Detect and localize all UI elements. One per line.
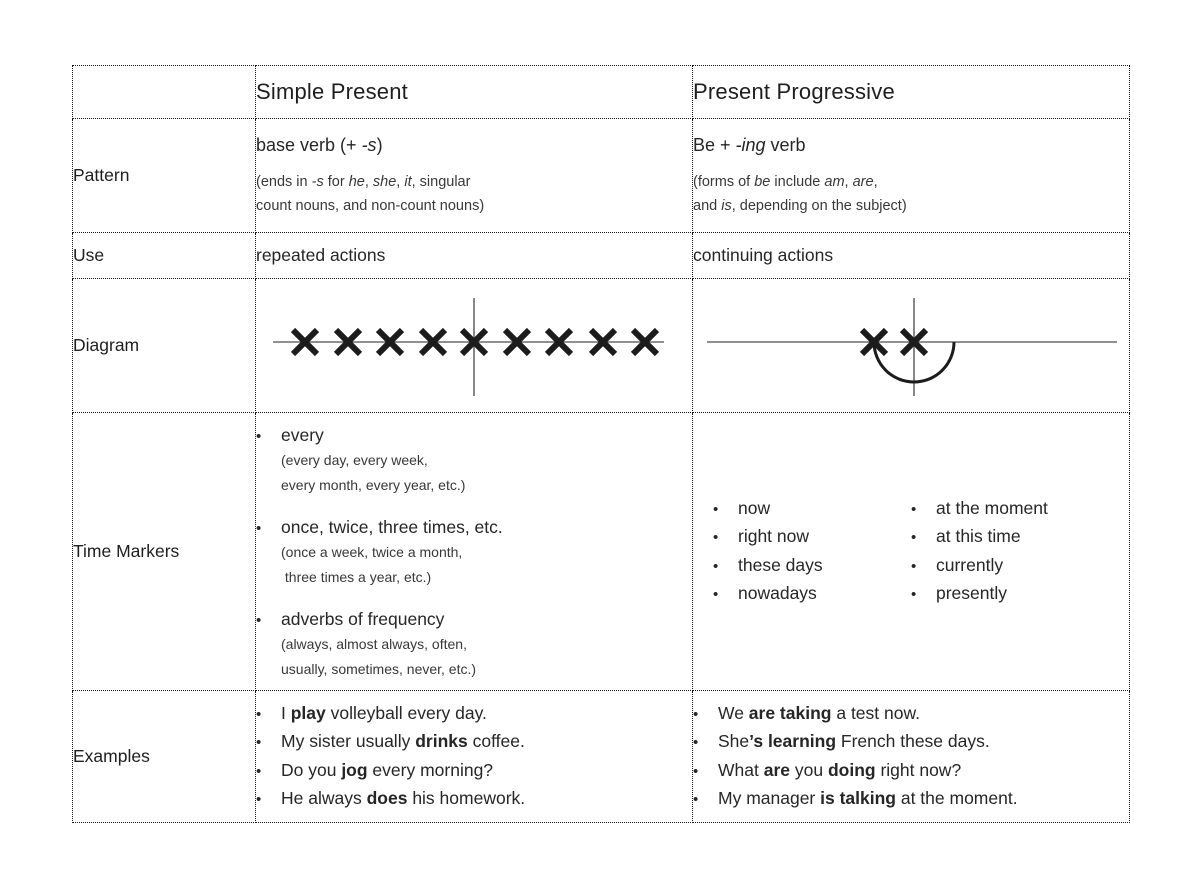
list-item (911, 495, 1109, 524)
bullet-dot: • (911, 586, 917, 603)
row-label-use: Use (73, 233, 256, 279)
column-header-present-progressive: Present Progressive (693, 66, 1130, 119)
time-marker: now (738, 497, 771, 518)
example-item (256, 757, 692, 786)
time-marker-note: (every day, every week, (281, 451, 428, 468)
bullet-dot: • (256, 519, 262, 537)
example-sentence: We are taking a test now. (718, 702, 921, 723)
example-sentence: He always does his homework. (281, 788, 526, 808)
time-marker: nowadays (738, 583, 817, 603)
time-marker-note: usually, sometimes, never, etc.) (281, 660, 477, 677)
bullet-dot: • (911, 529, 917, 546)
list-item (713, 580, 911, 609)
pattern-simple-note: (ends in -s for he, she, it, singular count nouns, and non-count nouns) (256, 174, 485, 214)
time-marker: right now (738, 526, 810, 546)
pattern-progressive-main: Be + -ing verb (693, 135, 806, 155)
diagram-simple-cell (256, 279, 693, 413)
example-sentence: What are you doing right now? (718, 759, 962, 780)
time-markers-row (73, 413, 1130, 691)
list-item (256, 422, 692, 448)
time-markers-column-1 (713, 495, 911, 609)
time-marker-main: once, twice, three times, etc. (281, 516, 503, 537)
bullet-dot: • (256, 611, 262, 629)
time-marker-note: every month, every year, etc.) (281, 476, 466, 493)
bullet-dot: • (256, 427, 262, 445)
diagram-row (73, 279, 1130, 413)
tense-comparison-table (72, 65, 1130, 823)
example-sentence: My sister usually drinks coffee. (281, 731, 525, 751)
time-marker-group (256, 606, 692, 682)
bullet-dot: • (256, 705, 262, 723)
use-progressive-cell: continuing actions (693, 233, 1130, 279)
time-marker-note: three times a year, etc.) (281, 568, 432, 585)
example-sentence: My manager is talking at the moment. (718, 788, 1018, 808)
bullet-dot: • (256, 734, 262, 751)
time-marker: these days (738, 554, 823, 575)
time-marker: presently (936, 583, 1008, 603)
example-item (693, 757, 1129, 786)
pattern-row (73, 119, 1130, 233)
time-marker: currently (936, 554, 1004, 575)
time-marker-main: adverbs of frequency (281, 608, 445, 629)
bullet-dot: • (713, 529, 719, 546)
time-markers-column-2 (911, 495, 1109, 609)
examples-row (73, 691, 1130, 823)
time-marker-group (256, 514, 692, 590)
example-item (693, 700, 1129, 729)
time-marker-main: every (281, 424, 324, 445)
diagram-progressive-cell (693, 279, 1130, 413)
use-row (73, 233, 1130, 279)
example-item (693, 728, 1129, 757)
bullet-dot: • (693, 734, 699, 751)
row-label-diagram: Diagram (73, 279, 256, 413)
time-markers-simple-cell (256, 413, 693, 691)
list-item (713, 552, 911, 581)
column-header-simple-present: Simple Present (256, 66, 693, 119)
list-item (713, 495, 911, 524)
time-marker: at the moment (936, 497, 1048, 518)
bullet-dot: • (911, 500, 917, 518)
bullet-dot: • (256, 762, 262, 780)
bullet-dot: • (911, 557, 917, 575)
example-sentence: I play volleyball every day. (281, 702, 487, 723)
row-label-time-markers: Time Markers (73, 413, 256, 691)
example-item (256, 700, 692, 729)
pattern-simple-main: base verb (+ -s) (256, 135, 383, 155)
example-item (256, 785, 692, 814)
list-item (911, 523, 1109, 552)
pattern-simple-cell (256, 119, 693, 233)
list-item (256, 606, 692, 632)
bullet-dot: • (713, 586, 719, 603)
time-marker: at this time (936, 526, 1021, 546)
list-item (911, 580, 1109, 609)
bullet-dot: • (713, 500, 719, 518)
example-sentence: She’s learning French these days. (718, 731, 990, 751)
bullet-dot: • (693, 791, 699, 808)
bullet-dot: • (256, 791, 262, 808)
bullet-dot: • (693, 762, 699, 780)
x-marks-group (293, 330, 657, 354)
time-markers-columns (693, 495, 1129, 609)
time-marker-group (256, 422, 692, 498)
header-row (73, 66, 1130, 119)
bullet-dot: • (713, 557, 719, 575)
bullet-dot: • (693, 705, 699, 723)
examples-progressive-cell (693, 691, 1130, 823)
row-label-examples: Examples (73, 691, 256, 823)
example-sentence: Do you jog every morning? (281, 759, 494, 780)
simple-present-timeline-diagram (256, 280, 691, 412)
list-item (713, 523, 911, 552)
list-item (256, 514, 692, 540)
pattern-progressive-cell (693, 119, 1130, 233)
corner-cell (73, 66, 256, 119)
use-simple-cell: repeated actions (256, 233, 693, 279)
pattern-progressive-note: (forms of be include am, are, and is, depending on the subject) (693, 174, 907, 214)
time-marker-note: (once a week, twice a month, (281, 543, 463, 560)
present-progressive-timeline-diagram (693, 280, 1128, 412)
example-item (693, 785, 1129, 814)
time-marker-note: (always, almost always, often, (281, 635, 467, 652)
examples-simple-cell (256, 691, 693, 823)
list-item (911, 552, 1109, 581)
time-markers-progressive-cell (693, 413, 1130, 691)
example-item (256, 728, 692, 757)
row-label-pattern: Pattern (73, 119, 256, 233)
